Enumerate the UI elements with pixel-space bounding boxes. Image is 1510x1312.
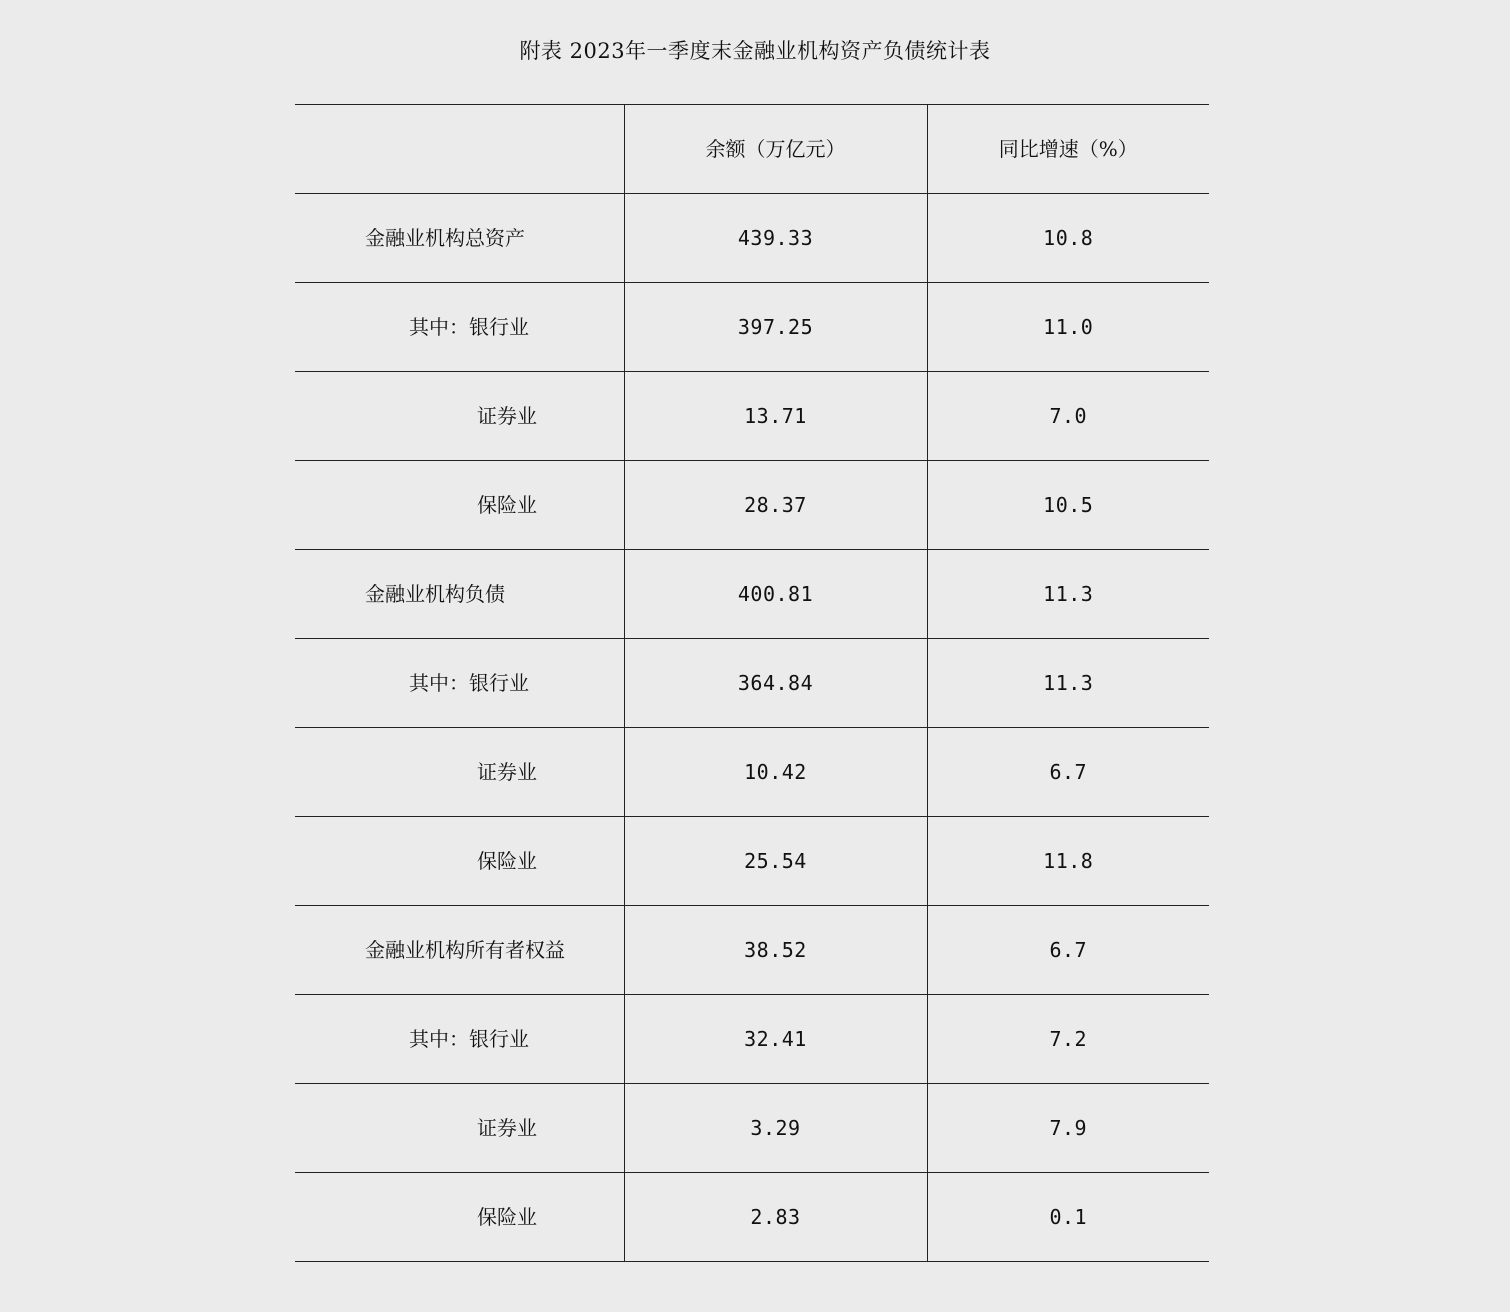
row-label: 金融业机构总资产 (295, 194, 624, 283)
row-label: 证券业 (295, 1084, 624, 1173)
row-label: 证券业 (295, 728, 624, 817)
growth-value: 0.1 (927, 1173, 1209, 1262)
header-growth: 同比增速（%） (927, 105, 1209, 194)
growth-value: 7.9 (927, 1084, 1209, 1173)
table-row (295, 372, 1209, 461)
growth-value: 6.7 (927, 728, 1209, 817)
table-row (295, 461, 1209, 550)
balance-value: 25.54 (624, 817, 927, 906)
balance-value: 364.84 (624, 639, 927, 728)
growth-value: 10.8 (927, 194, 1209, 283)
header-balance: 余额（万亿元） (624, 105, 927, 194)
table-row (295, 194, 1209, 283)
row-label: 金融业机构负债 (295, 550, 624, 639)
growth-value: 11.0 (927, 283, 1209, 372)
balance-value: 13.71 (624, 372, 927, 461)
balance-value: 3.29 (624, 1084, 927, 1173)
balance-value: 397.25 (624, 283, 927, 372)
growth-value: 11.8 (927, 817, 1209, 906)
header-item (295, 105, 624, 194)
row-label: 保险业 (295, 817, 624, 906)
row-label: 其中：银行业 (295, 639, 624, 728)
table-row (295, 728, 1209, 817)
growth-value: 11.3 (927, 550, 1209, 639)
balance-value: 2.83 (624, 1173, 927, 1262)
balance-value: 10.42 (624, 728, 927, 817)
row-label: 其中：银行业 (295, 995, 624, 1084)
row-label: 保险业 (295, 1173, 624, 1262)
row-label: 金融业机构所有者权益 (295, 906, 624, 995)
growth-value: 6.7 (927, 906, 1209, 995)
table-row (295, 817, 1209, 906)
balance-value: 28.37 (624, 461, 927, 550)
row-label: 其中：银行业 (295, 283, 624, 372)
balance-value: 439.33 (624, 194, 927, 283)
row-label: 证券业 (295, 372, 624, 461)
table-row (295, 639, 1209, 728)
growth-value: 11.3 (927, 639, 1209, 728)
growth-value: 7.0 (927, 372, 1209, 461)
table-row (295, 995, 1209, 1084)
table-row (295, 550, 1209, 639)
header-row (295, 105, 1209, 194)
table-row (295, 1084, 1209, 1173)
row-label: 保险业 (295, 461, 624, 550)
table-row (295, 906, 1209, 995)
table-row (295, 1173, 1209, 1262)
table-row (295, 283, 1209, 372)
balance-value: 38.52 (624, 906, 927, 995)
statistics-table (295, 104, 1209, 1262)
table-title: 附表 2023年一季度末金融业机构资产负债统计表 (519, 39, 991, 63)
growth-value: 7.2 (927, 995, 1209, 1084)
balance-value: 32.41 (624, 995, 927, 1084)
balance-value: 400.81 (624, 550, 927, 639)
growth-value: 10.5 (927, 461, 1209, 550)
